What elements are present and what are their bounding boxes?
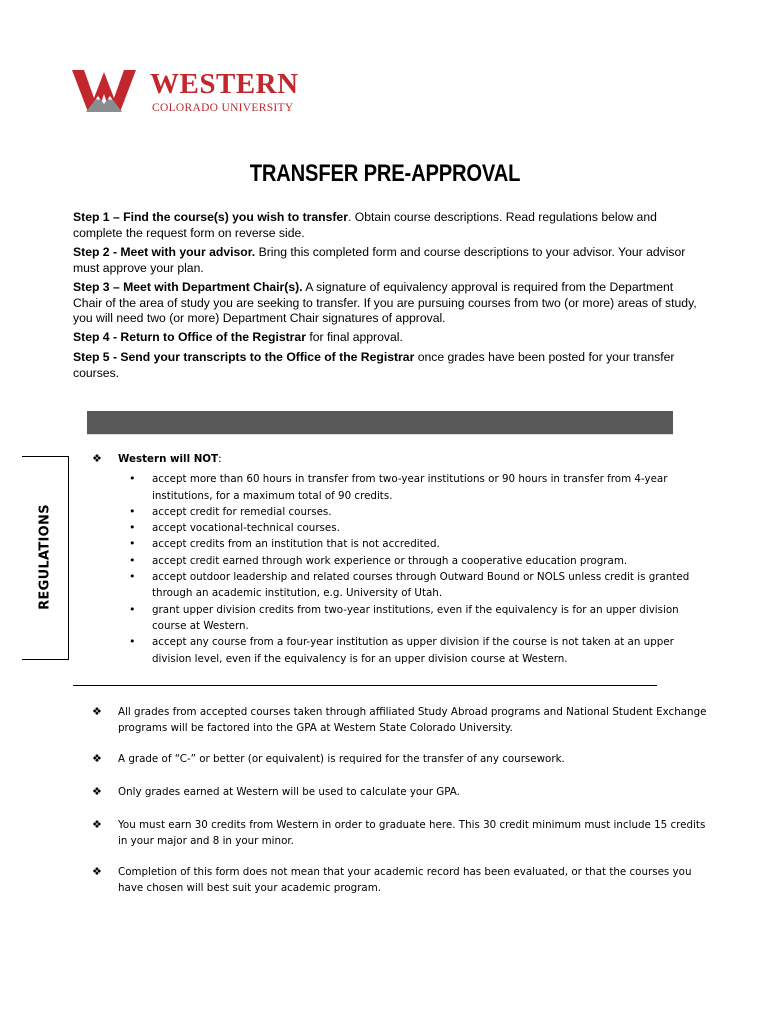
list-item <box>92 602 712 635</box>
step-5 <box>73 350 698 381</box>
list-item <box>92 569 712 602</box>
step-2-heading: Step 2 - Meet with your advisor. <box>73 245 256 259</box>
note-item <box>92 704 712 737</box>
not-header-line <box>92 451 712 467</box>
step-4-text: for final approval. <box>305 329 403 344</box>
list-item <box>92 471 712 504</box>
list-item <box>92 504 712 520</box>
step-3-text: A signature of equivalency approval is required from the Department Chair of the area of study you are seeking to transfer. If you are pursuing courses from two (or more) areas of study, you will need two (or more) Department Chair signatures of approval. <box>73 280 697 325</box>
list-item-text: accept credits from an institution that is not accredited. <box>152 538 440 551</box>
step-5-text: once grades have been posted for your transfer courses. <box>73 350 675 380</box>
list-item <box>92 520 712 536</box>
step-4 <box>73 330 698 346</box>
note-item <box>92 817 712 850</box>
not-header: Western will NOT <box>118 453 219 465</box>
list-item <box>92 536 712 552</box>
bullet-dot-icon: • <box>129 635 136 649</box>
page-title: TRANSFER PRE-APPROVAL <box>249 160 521 187</box>
list-item <box>92 553 712 569</box>
step-2-text: Bring this completed form and course descriptions to your advisor. Your advisor must approve your plan. <box>73 245 686 275</box>
note-text: A grade of “C-” or better (or equivalent) is required for the transfer of any coursework. <box>118 752 565 765</box>
not-header-colon: : <box>218 453 222 465</box>
note-item <box>92 784 712 800</box>
bullet-dot-icon: • <box>129 553 136 567</box>
university-subtitle: COLORADO UNIVERSITY <box>152 102 294 114</box>
regulations-label: REGULATIONS <box>37 504 53 610</box>
bullet-dot-icon: • <box>129 472 136 486</box>
bullet-dot-icon: • <box>129 504 136 518</box>
step-3 <box>73 280 698 327</box>
step-3-heading: Step 3 – Meet with Department Chair(s). <box>73 280 303 294</box>
section-divider-bar <box>87 411 673 435</box>
regulations-section <box>92 451 712 667</box>
list-item-text: accept credit earned through work experience or through a cooperative education program. <box>152 554 628 567</box>
note-text: All grades from accepted courses taken through affiliated Study Abroad programs and National Student Exchange programs will be factored into the GPA at Western State Colorado University. <box>118 706 707 735</box>
diamond-bullet-icon: ❖ <box>92 864 102 878</box>
not-list <box>92 471 712 667</box>
list-item-text: accept credit for remedial courses. <box>152 505 332 518</box>
note-text: Only grades earned at Western will be used to calculate your GPA. <box>118 785 460 798</box>
step-5-heading: Step 5 - Send your transcripts to the Office of the Registrar <box>73 350 415 364</box>
step-2 <box>73 245 698 276</box>
bullet-dot-icon: • <box>129 521 136 535</box>
diamond-bullet-icon: ❖ <box>92 705 102 718</box>
step-4-heading: Step 4 - Return to Office of the Registrar <box>73 329 306 344</box>
list-item-text: accept any course from a four-year institution as upper division if the course is not taken at an upper division level, even if the equivalency is for an upper division course at Western. <box>152 636 674 665</box>
list-item-text: grant upper division credits from two-year institutions, even if the equivalency is for an upper division course at Western. <box>152 603 679 632</box>
diamond-bullet-icon: ❖ <box>92 751 102 765</box>
note-item <box>92 864 712 897</box>
bullet-dot-icon: • <box>129 570 136 584</box>
diamond-bullet-icon: ❖ <box>92 818 102 832</box>
bullet-dot-icon: • <box>129 602 136 616</box>
note-text: You must earn 30 credits from Western in order to graduate here. This 30 credit minimum must include 15 credits in your major and 8 in your minor. <box>118 819 706 848</box>
list-item-text: accept vocational-technical courses. <box>152 522 340 535</box>
diamond-bullet-icon: ❖ <box>92 784 102 798</box>
step-1 <box>73 210 698 241</box>
horizontal-rule <box>73 685 657 686</box>
university-name: WESTERN <box>150 68 299 100</box>
steps-section <box>73 210 698 387</box>
university-logo <box>72 66 312 122</box>
list-item-text: accept outdoor leadership and related courses through Outward Bound or NOLS unless credit is granted through an academic institution, e.g. University of Utah. <box>152 571 690 600</box>
list-item-text: accept more than 60 hours in transfer from two-year institutions or 90 hours in transfer from 4-year institutions, for a maximum total of 90 credits. <box>152 473 668 502</box>
bullet-dot-icon: • <box>129 537 136 551</box>
note-text: Completion of this form does not mean that your academic record has been evaluated, or that the courses you have chosen will best suit your academic program. <box>118 865 692 895</box>
western-w-mountain-icon <box>72 66 136 116</box>
regulation-notes <box>92 704 712 896</box>
diamond-bullet-icon: ❖ <box>92 452 102 465</box>
step-1-text: . Obtain course descriptions. Read regulations below and complete the request form on reverse side. <box>73 210 657 240</box>
step-1-heading: Step 1 – Find the course(s) you wish to transfer <box>73 210 348 224</box>
note-item <box>92 751 712 767</box>
list-item <box>92 634 712 667</box>
